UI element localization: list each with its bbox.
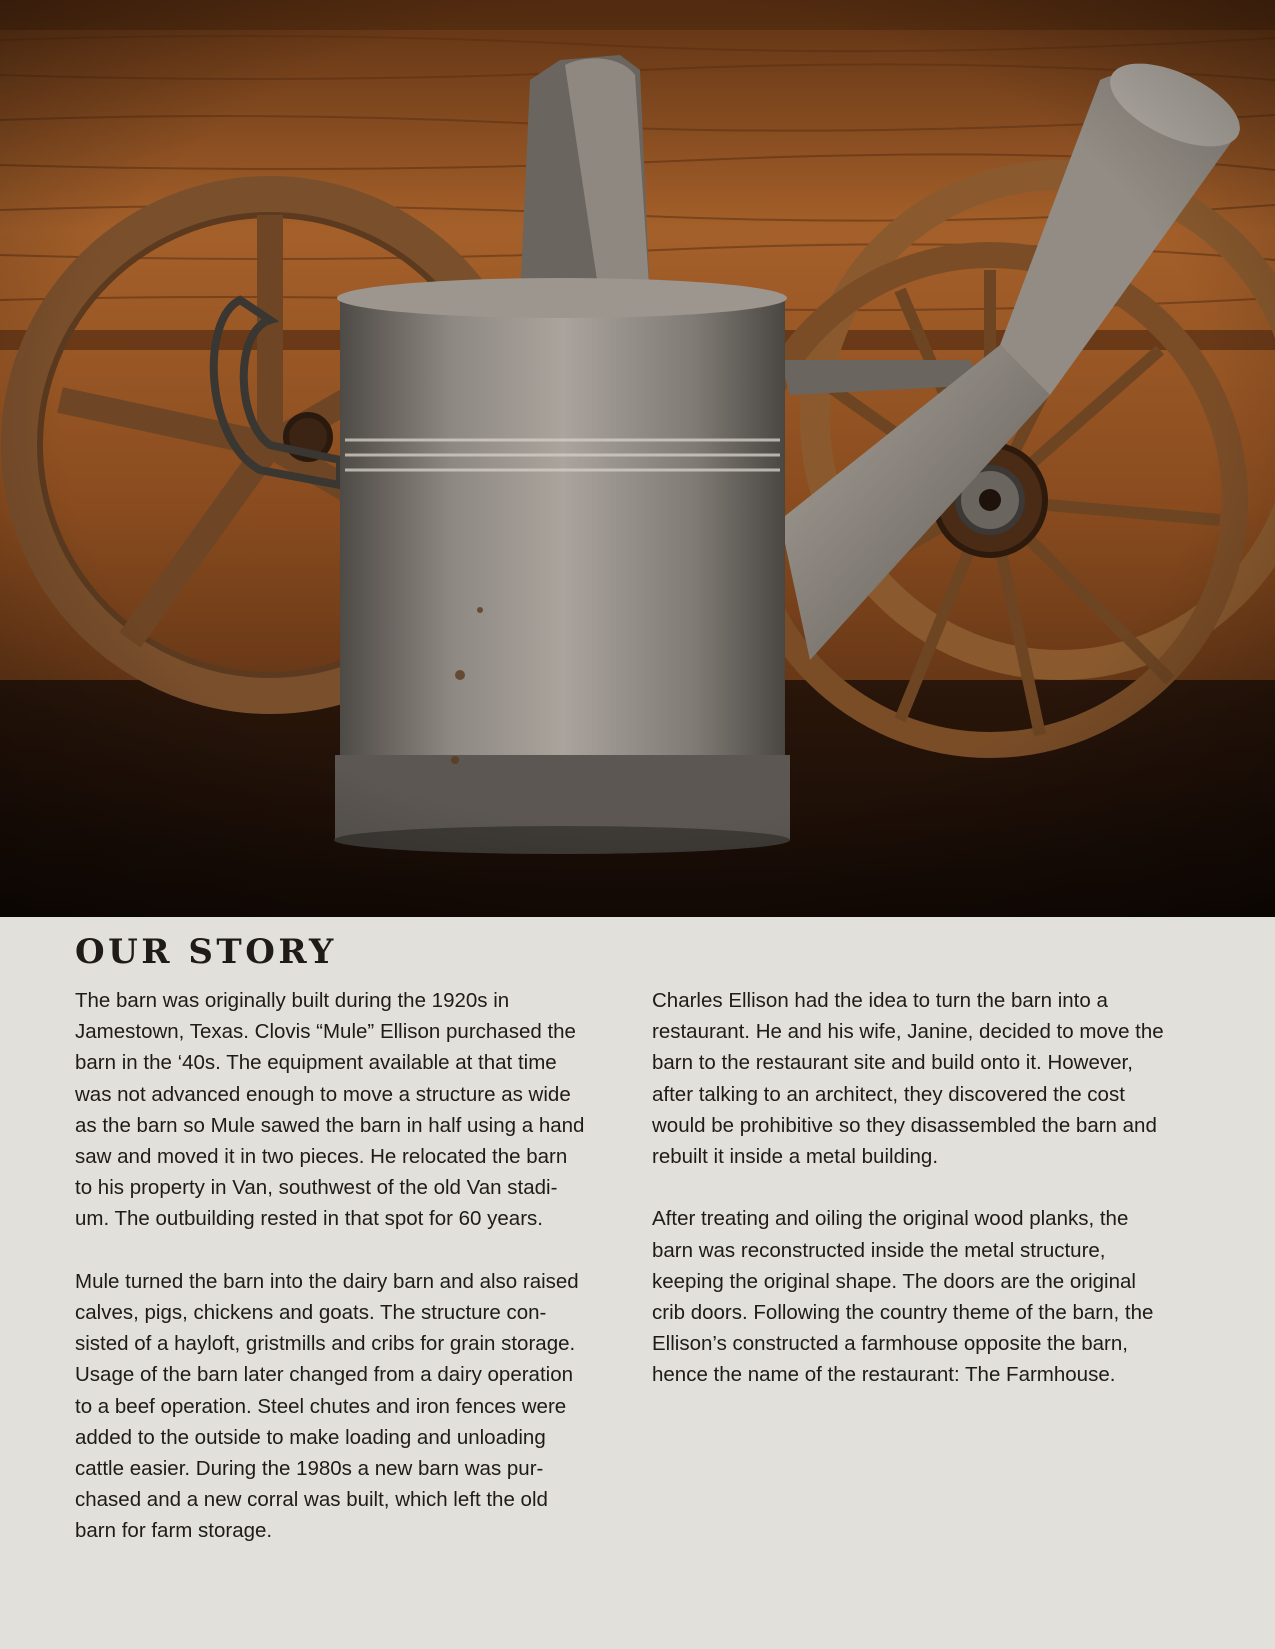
paragraph: The barn was originally built during the 1920s in Jamestown, Texas. Clovis “Mule” Ellison purchased the barn in the ‘40s. The equipment available at that time was not advanced enough to move a structure as wide as the barn so Mule sawed the barn in half using a hand saw and moved it in two pieces. He relocated the barn to his property in Van, southwest of the old Van stadi- um. The outbuilding rested in that spot for 60 years. [75, 989, 585, 1231]
paragraph: Mule turned the barn into the dairy barn and also raised calves, pigs, chickens and goats. The structure con- sisted of a hayloft, gristmills and cribs for grain storage. Usage of the barn later changed from a dairy operation to a beef operation. Steel chutes and iron fences were added to the outside to make loading and unloading cattle easier. During the 1980s a new barn was pur- chased and a new corral was built, which left the old barn for farm storage. [75, 1269, 579, 1543]
page-title: OUR STORY [75, 932, 337, 972]
paragraph: After treating and oiling the original wood planks, the barn was reconstructed inside the metal structure, keeping the original shape. The doors are the original crib doors. Following the country theme of the barn, the Ellison’s constructed a farmhouse opposite the barn, hence the name of the restaurant: The Farmhouse. [652, 1207, 1154, 1387]
paragraph: Charles Ellison had the idea to turn the barn into a restaurant. He and his wife, Janine, decided to move the barn to the restaurant site and build onto it. However, after talking to an architect, they discovered the cost would be prohibitive so they disassembled the barn and rebuilt it inside a metal building. [652, 989, 1164, 1169]
story-column-left [75, 985, 635, 1547]
story-column-right [652, 985, 1222, 1391]
